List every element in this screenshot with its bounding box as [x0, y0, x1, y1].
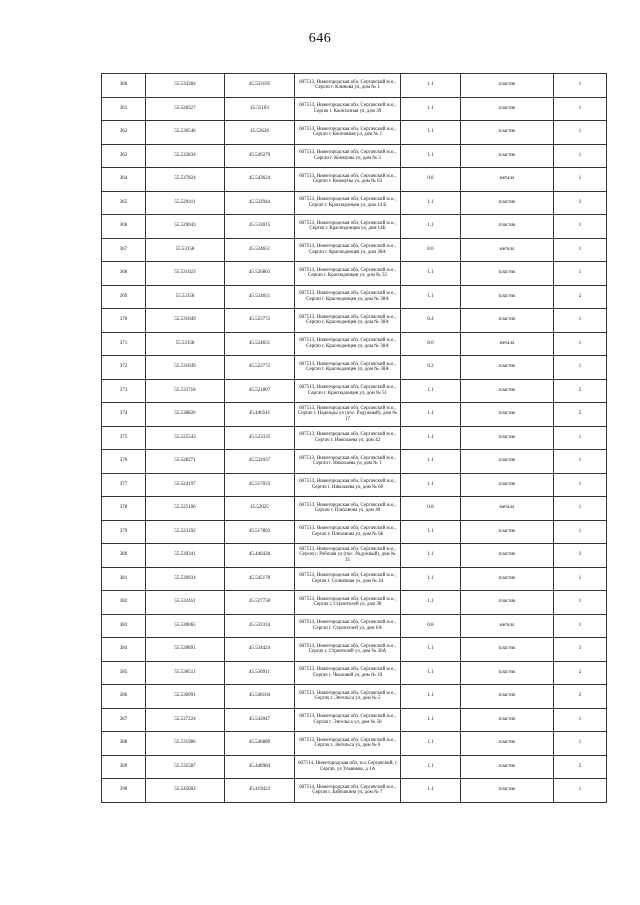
address-cell: 607513, Нижегородская обл, Сергачский м.о., Сергач г. Краснодонцев ул, дом № 38А: [295, 285, 401, 309]
longitude-cell: 45.526863: [225, 262, 295, 286]
latitude-cell: 55.53158: [146, 285, 225, 309]
longitude-cell: 45.533195: [225, 74, 295, 98]
latitude-cell: 55.529411: [146, 191, 225, 215]
container-volume-cell: 1.1: [401, 661, 461, 685]
table-row: [102, 121, 607, 145]
container-count-cell: 1: [554, 426, 607, 450]
latitude-cell: 55.538826: [146, 403, 225, 427]
container-volume-cell: 1.1: [401, 403, 461, 427]
address-cell: 607513, Нижегородская обл, Сергачский м.о., Сергач г. Кооповная ул, дом № 1: [295, 121, 401, 145]
container-volume-cell: 0.8: [401, 168, 461, 192]
container-count-cell: 1: [554, 356, 607, 380]
table-row: [102, 755, 607, 779]
longitude-cell: 45.524651: [225, 238, 295, 262]
address-cell: 607513, Нижегородская обл, Сергачский м.о., Сергач г. Коммуны ул, дом № 3: [295, 144, 401, 168]
container-count-cell: 2: [554, 191, 607, 215]
material-cell: пластик: [461, 544, 554, 568]
table-row: [102, 74, 607, 98]
latitude-cell: 55.530546: [146, 121, 225, 145]
row-number-cell: 381: [102, 567, 146, 591]
material-cell: пластик: [461, 403, 554, 427]
longitude-cell: 45.545178: [225, 567, 295, 591]
container-volume-cell: 1.1: [401, 779, 461, 803]
longitude-cell: 45.546889: [225, 732, 295, 756]
row-number-cell: 387: [102, 708, 146, 732]
table-row: [102, 497, 607, 521]
address-cell: 607513, Нижегородская обл, Сергачский м.о., Сергач г. Краснодонцев ул, дом № 35: [295, 262, 401, 286]
latitude-cell: 55.533718: [146, 379, 225, 403]
material-cell: пластик: [461, 450, 554, 474]
latitude-cell: 55.53158: [146, 238, 225, 262]
address-cell: 607513, Нижегородская обл, Сергачский м.о., Сергач г. Энгельса ул, дом № 6: [295, 732, 401, 756]
table-row: [102, 614, 607, 638]
table-row: [102, 309, 607, 333]
longitude-cell: 45.523772: [225, 309, 295, 333]
row-number-cell: 366: [102, 215, 146, 239]
container-count-cell: 3: [554, 638, 607, 662]
latitude-cell: 55.525543: [146, 426, 225, 450]
row-number-cell: 364: [102, 168, 146, 192]
address-cell: 607513, Нижегородская обл, Сергачский м.о., Сергач г. Коммуны ул, дом № 63: [295, 168, 401, 192]
container-count-cell: 1: [554, 74, 607, 98]
address-cell: 607513, Нижегородская обл, Сергачский м.о., Сергач г. Плеханова ул, дом № 66: [295, 520, 401, 544]
container-count-cell: 1: [554, 497, 607, 521]
container-volume-cell: 1.1: [401, 285, 461, 309]
latitude-cell: 55.528327: [146, 97, 225, 121]
longitude-cell: 45.524651: [225, 332, 295, 356]
longitude-cell: 45.542047: [225, 708, 295, 732]
table-row: [102, 567, 607, 591]
material-cell: пластик: [461, 426, 554, 450]
latitude-cell: 55.532451: [146, 591, 225, 615]
container-volume-cell: 8.0: [401, 238, 461, 262]
address-cell: 607514, Нижегородская обл, м.о Сергачский, г Сергач, ул Ульянова, д 1А: [295, 755, 401, 779]
address-cell: 607513, Нижегородская обл, Сергачский м.о., Сергач г. Николаева ул, дом № 1: [295, 450, 401, 474]
latitude-cell: 55.531023: [146, 262, 225, 286]
material-cell: металл: [461, 497, 554, 521]
material-cell: пластик: [461, 121, 554, 145]
container-volume-cell: 0.8: [401, 614, 461, 638]
longitude-cell: 45.55103: [225, 97, 295, 121]
row-number-cell: 386: [102, 685, 146, 709]
container-volume-cell: 1.1: [401, 121, 461, 145]
address-cell: 607513, Нижегородская обл, Сергачский м.о., Сергач г. Плеханова ул, дом 40: [295, 497, 401, 521]
container-count-cell: 1: [554, 473, 607, 497]
latitude-cell: 55.529043: [146, 215, 225, 239]
material-cell: пластик: [461, 356, 554, 380]
container-count-cell: 1: [554, 97, 607, 121]
address-cell: 607513, Нижегородская обл, Сергачский м.о., Сергач г. Чкаловой ул, дом № 19: [295, 661, 401, 685]
longitude-cell: 45.521807: [225, 379, 295, 403]
latitude-cell: 55.531649: [146, 356, 225, 380]
latitude-cell: 55.545602: [146, 779, 225, 803]
table-row: [102, 262, 607, 286]
row-number-cell: 389: [102, 755, 146, 779]
material-cell: пластик: [461, 97, 554, 121]
material-cell: пластик: [461, 591, 554, 615]
row-number-cell: 371: [102, 332, 146, 356]
container-volume-cell: 1.1: [401, 473, 461, 497]
container-volume-cell: 1.1: [401, 379, 461, 403]
longitude-cell: 45.527758: [225, 591, 295, 615]
latitude-cell: 55.523292: [146, 520, 225, 544]
row-number-cell: 390: [102, 779, 146, 803]
container-volume-cell: 1.1: [401, 144, 461, 168]
latitude-cell: 55.535587: [146, 755, 225, 779]
address-cell: 607513, Нижегородская обл, Сергачский м.о., Сергач г. Краснодонцев ул, дом № 38А: [295, 332, 401, 356]
row-number-cell: 370: [102, 309, 146, 333]
row-number-cell: 367: [102, 238, 146, 262]
address-cell: 607513, Нижегородская обл, Сергачский м.о., Сергач г. Строителей ул, дом 6А: [295, 614, 401, 638]
latitude-cell: 55.530511: [146, 661, 225, 685]
container-count-cell: 1: [554, 144, 607, 168]
container-count-cell: 2: [554, 403, 607, 427]
table-row: [102, 97, 607, 121]
container-count-cell: 1: [554, 567, 607, 591]
container-volume-cell: 1.1: [401, 638, 461, 662]
table-body: [102, 74, 607, 803]
longitude-cell: 45.543624: [225, 168, 295, 192]
material-cell: металл: [461, 238, 554, 262]
address-cell: 607513, Нижегородская обл, Сергачский м.о., Сергач г. Рабочая ул (пос. Радужный), дом № 35: [295, 544, 401, 568]
latitude-cell: 55.53158: [146, 332, 225, 356]
table-row: [102, 473, 607, 497]
material-cell: пластик: [461, 661, 554, 685]
table-row: [102, 661, 607, 685]
latitude-cell: 55.524197: [146, 473, 225, 497]
longitude-cell: 45.548104: [225, 685, 295, 709]
container-count-cell: 1: [554, 309, 607, 333]
longitude-cell: 45.549379: [225, 144, 295, 168]
row-number-cell: 372: [102, 356, 146, 380]
container-count-cell: 1: [554, 121, 607, 145]
container-count-cell: 1: [554, 238, 607, 262]
address-cell: 607513, Нижегородская обл, Сергачский м.о., Сергач г. Клинова ул, дом № 1: [295, 74, 401, 98]
address-cell: 607514, Нижегородская обл, Сергачский м.о., Сергач г. Бабушкина ул, дом № 7: [295, 779, 401, 803]
address-cell: 607513, Нижегородская обл, Сергачский м.о., Сергач г. Николаева ул, дом 42: [295, 426, 401, 450]
table-row: [102, 144, 607, 168]
address-cell: 607513, Нижегородская обл, Сергачский м.о., Сергач г. Энгельса ул, дом № 58: [295, 708, 401, 732]
row-number-cell: 376: [102, 450, 146, 474]
longitude-cell: 45.533015: [225, 215, 295, 239]
table-row: [102, 591, 607, 615]
container-count-cell: 1: [554, 732, 607, 756]
row-number-cell: 379: [102, 520, 146, 544]
table-row: [102, 779, 607, 803]
material-cell: металл: [461, 332, 554, 356]
address-cell: 607513, Нижегородская обл, Сергачский м.о., Сергач г. Энгельса ул, дом № 5: [295, 685, 401, 709]
container-volume-cell: 1.1: [401, 520, 461, 544]
address-cell: 607513, Нижегородская обл, Сергачский м.о., Сергач г. Строителей ул, дом № 30А: [295, 638, 401, 662]
material-cell: пластик: [461, 779, 554, 803]
address-cell: 607513, Нижегородская обл, Сергачский м.о., Сергач г. Краснодонцев ул, дом № 38А: [295, 356, 401, 380]
material-cell: металл: [461, 614, 554, 638]
material-cell: пластик: [461, 708, 554, 732]
address-cell: 607513, Нижегородская обл, Сергачский м.о., Сергач г. Краснодонцев ул, дом № 38А: [295, 309, 401, 333]
material-cell: пластик: [461, 144, 554, 168]
table-row: [102, 356, 607, 380]
material-cell: пластик: [461, 215, 554, 239]
latitude-cell: 55.534384: [146, 74, 225, 98]
row-number-cell: 377: [102, 473, 146, 497]
longitude-cell: 45.446438: [225, 544, 295, 568]
container-volume-cell: 0.4: [401, 309, 461, 333]
row-number-cell: 375: [102, 426, 146, 450]
page-number: 646: [308, 31, 332, 46]
table-row: [102, 332, 607, 356]
row-number-cell: 361: [102, 97, 146, 121]
table-row: [102, 450, 607, 474]
material-cell: металл: [461, 168, 554, 192]
address-cell: 607513, Нижегородская обл, Сергачский м.о., Сергач г. Строителей ул, дом 38: [295, 591, 401, 615]
table-row: [102, 732, 607, 756]
latitude-cell: 55.531649: [146, 309, 225, 333]
container-count-cell: 1: [554, 450, 607, 474]
container-volume-cell: 1.1: [401, 262, 461, 286]
table-row: [102, 708, 607, 732]
container-count-cell: 2: [554, 661, 607, 685]
registry-table: [101, 73, 607, 803]
table-row: [102, 285, 607, 309]
container-count-cell: 2: [554, 755, 607, 779]
address-cell: 607513, Нижегородская обл, Сергачский м.о., Сергач г. Краснодонцев ул, дом 14 Б: [295, 191, 401, 215]
longitude-cell: 45.532944: [225, 191, 295, 215]
container-volume-cell: 1.1: [401, 544, 461, 568]
material-cell: пластик: [461, 285, 554, 309]
container-count-cell: 1: [554, 215, 607, 239]
row-number-cell: 363: [102, 144, 146, 168]
longitude-cell: 45.532037: [225, 450, 295, 474]
longitude-cell: 45.419423: [225, 779, 295, 803]
row-number-cell: 388: [102, 732, 146, 756]
table-row: [102, 403, 607, 427]
table-row: [102, 544, 607, 568]
longitude-cell: 45.53626: [225, 121, 295, 145]
latitude-cell: 55.530991: [146, 685, 225, 709]
container-volume-cell: 8.0: [401, 332, 461, 356]
material-cell: пластик: [461, 309, 554, 333]
longitude-cell: 45.52025: [225, 497, 295, 521]
material-cell: пластик: [461, 74, 554, 98]
latitude-cell: 55.530065: [146, 614, 225, 638]
longitude-cell: 45.523772: [225, 356, 295, 380]
container-count-cell: 1: [554, 779, 607, 803]
row-number-cell: 382: [102, 591, 146, 615]
material-cell: пластик: [461, 262, 554, 286]
container-volume-cell: 1.1: [401, 97, 461, 121]
row-number-cell: 365: [102, 191, 146, 215]
row-number-cell: 380: [102, 544, 146, 568]
container-count-cell: 1: [554, 262, 607, 286]
address-cell: 607513, Нижегородская обл, Сергачский м.о., Сергач г. Коопхозная ул, дом 39: [295, 97, 401, 121]
address-cell: 607513, Нижегородская обл, Сергачский м.о., Сергач г. Краснодонцев ул, дом № 51: [295, 379, 401, 403]
container-count-cell: 1: [554, 520, 607, 544]
longitude-cell: 45.536911: [225, 661, 295, 685]
container-volume-cell: 1.1: [401, 755, 461, 779]
longitude-cell: 45.524651: [225, 285, 295, 309]
table-row: [102, 379, 607, 403]
row-number-cell: 383: [102, 614, 146, 638]
table-row: [102, 685, 607, 709]
latitude-cell: 55.537824: [146, 168, 225, 192]
table-row: [102, 426, 607, 450]
row-number-cell: 385: [102, 661, 146, 685]
table-row: [102, 638, 607, 662]
material-cell: пластик: [461, 191, 554, 215]
row-number-cell: 374: [102, 403, 146, 427]
longitude-cell: 45.517893: [225, 520, 295, 544]
row-number-cell: 362: [102, 121, 146, 145]
container-count-cell: 1: [554, 591, 607, 615]
row-number-cell: 384: [102, 638, 146, 662]
material-cell: пластик: [461, 685, 554, 709]
container-count-cell: 1: [554, 708, 607, 732]
latitude-cell: 55.528891: [146, 638, 225, 662]
material-cell: пластик: [461, 638, 554, 662]
table-row: [102, 238, 607, 262]
address-cell: 607513, Нижегородская обл, Сергачский м.о., Сергач г. Надежды ул (пос. Радужный), дом № 17: [295, 403, 401, 427]
container-volume-cell: 1.1: [401, 191, 461, 215]
material-cell: пластик: [461, 567, 554, 591]
address-cell: 607513, Нижегородская обл, Сергачский м.о., Сергач г. Солнечная ул, дом № 24: [295, 567, 401, 591]
material-cell: пластик: [461, 520, 554, 544]
latitude-cell: 55.539341: [146, 544, 225, 568]
table-row: [102, 520, 607, 544]
container-count-cell: 2: [554, 379, 607, 403]
container-count-cell: 1: [554, 332, 607, 356]
container-volume-cell: 1.1: [401, 591, 461, 615]
longitude-cell: 45.534424: [225, 638, 295, 662]
longitude-cell: 45.446541: [225, 403, 295, 427]
material-cell: пластик: [461, 732, 554, 756]
longitude-cell: 45.517033: [225, 473, 295, 497]
longitude-cell: 45.448984: [225, 755, 295, 779]
row-number-cell: 368: [102, 262, 146, 286]
row-number-cell: 369: [102, 285, 146, 309]
container-count-cell: 1: [554, 614, 607, 638]
container-count-cell: 2: [554, 544, 607, 568]
row-number-cell: 360: [102, 74, 146, 98]
container-volume-cell: 1.1: [401, 215, 461, 239]
container-volume-cell: 1.1: [401, 685, 461, 709]
container-volume-cell: 1.1: [401, 708, 461, 732]
container-count-cell: 2: [554, 685, 607, 709]
latitude-cell: 55.530934: [146, 567, 225, 591]
material-cell: пластик: [461, 755, 554, 779]
container-volume-cell: 1.1: [401, 74, 461, 98]
address-cell: 607513, Нижегородская обл, Сергачский м.о., Сергач г. Краснодонцев ул, дом 14Б: [295, 215, 401, 239]
container-count-cell: 2: [554, 285, 607, 309]
latitude-cell: 55.528271: [146, 450, 225, 474]
container-volume-cell: 1.1: [401, 732, 461, 756]
table-row: [102, 168, 607, 192]
address-cell: 607513, Нижегородская обл, Сергачский м.о., Сергач г. Николаева ул, дом № 60: [295, 473, 401, 497]
container-volume-cell: 1.1: [401, 450, 461, 474]
row-number-cell: 373: [102, 379, 146, 403]
table-row: [102, 215, 607, 239]
material-cell: пластик: [461, 379, 554, 403]
latitude-cell: 55.532834: [146, 144, 225, 168]
latitude-cell: 55.537224: [146, 708, 225, 732]
material-cell: пластик: [461, 473, 554, 497]
table-row: [102, 191, 607, 215]
latitude-cell: 55.531986: [146, 732, 225, 756]
longitude-cell: 45.532334: [225, 614, 295, 638]
latitude-cell: 55.525106: [146, 497, 225, 521]
container-volume-cell: 0.8: [401, 497, 461, 521]
address-cell: 607513, Нижегородская обл, Сергачский м.о., Сергач г. Краснодонцев ул, дом 38А: [295, 238, 401, 262]
container-count-cell: 1: [554, 168, 607, 192]
container-volume-cell: 1.1: [401, 567, 461, 591]
container-volume-cell: 0.2: [401, 356, 461, 380]
row-number-cell: 378: [102, 497, 146, 521]
longitude-cell: 45.523335: [225, 426, 295, 450]
container-volume-cell: 1.1: [401, 426, 461, 450]
